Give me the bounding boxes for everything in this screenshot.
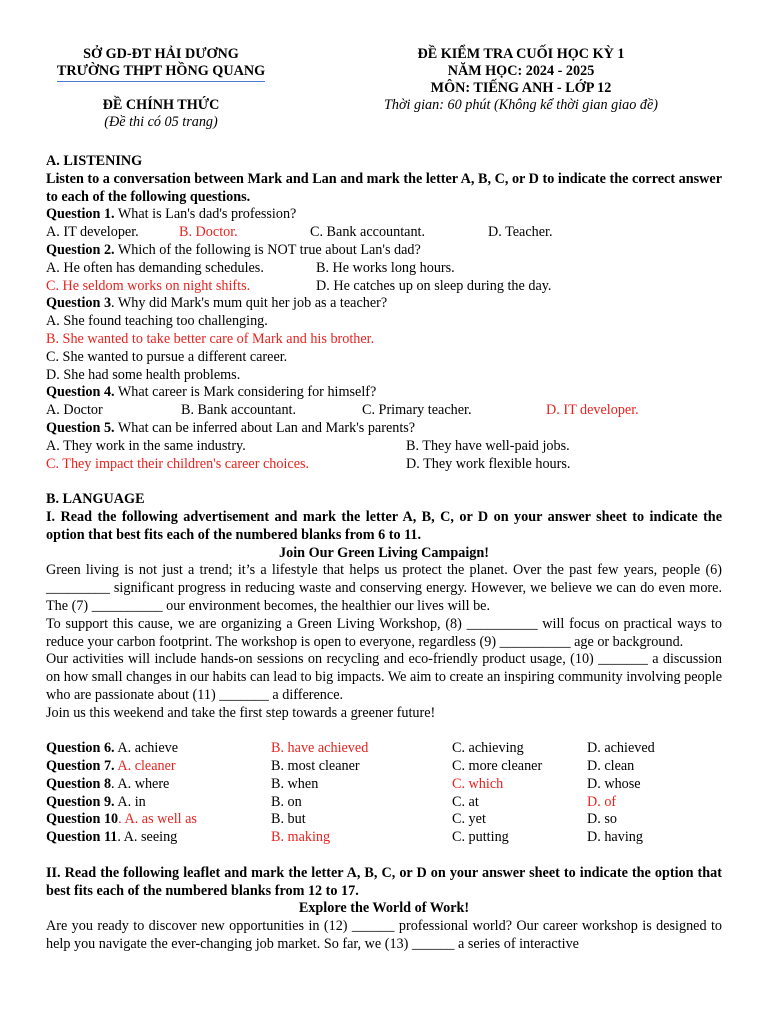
question-2-options-1: [46, 260, 722, 278]
question-label: Question 6.: [46, 740, 115, 757]
option-b: B. Bank accountant.: [181, 402, 297, 419]
option-c: C. yet: [452, 811, 486, 828]
leaflet-title: Explore the World of Work!: [298, 900, 470, 917]
option-b: B. most cleaner: [271, 758, 360, 775]
question-3: Question 3. Why did Mark's mum quit her job as a teacher?: [46, 295, 388, 312]
exam-title: ĐỀ KIỂM TRA CUỐI HỌC KỲ 1: [417, 46, 625, 62]
option-d: D. Teacher.: [488, 224, 553, 241]
option-b: B. He works long hours.: [316, 259, 455, 276]
pages-note: (Đề thi có 05 trang): [104, 114, 218, 130]
option-a: A. achieve: [114, 740, 179, 757]
option-a: A. IT developer.: [46, 224, 139, 241]
question-9-row: [46, 794, 722, 812]
question-2-options-2: [46, 278, 722, 296]
part2-instruction: II. Read the following leaflet and mark the letter A, B, C, or D on your answer sheet to indicate the option that best fits each of the numbered blanks from 12 to 17.: [46, 864, 722, 899]
official-label: ĐỀ CHÍNH THỨC: [102, 97, 220, 113]
option-d: D. He catches up on sleep during the day.: [316, 277, 552, 294]
language-heading: B. LANGUAGE: [46, 491, 145, 508]
question-label: Question 7.: [46, 758, 115, 775]
time-note: Thời gian: 60 phút (Không kể thời gian giao đề): [383, 97, 659, 113]
question-label: Question 10: [46, 811, 119, 828]
question-4: Question 4. What career is Mark considering for himself?: [46, 384, 377, 401]
option-d: D. clean: [587, 758, 635, 775]
option-b: B. but: [271, 811, 306, 828]
question-7-row: [46, 758, 722, 776]
header-right: [356, 46, 686, 114]
question-5-options-2: [46, 456, 722, 474]
option-c: C. He seldom works on night shifts.: [46, 277, 251, 294]
option-c: C. achieving: [452, 740, 524, 757]
option-a: A. in: [114, 793, 146, 810]
option-a: A. They work in the same industry.: [46, 437, 246, 454]
question-2: Question 2. Which of the following is NOT true about Lan's dad?: [46, 241, 421, 258]
leaflet-paragraph-1: Are you ready to discover new opportunities in (12) ______ professional world? Our career workshop is designed to help you navigate the ever-changing job market. So far, we (13) ______ a series of interactive: [46, 918, 722, 953]
option-b: B. Doctor.: [179, 224, 238, 241]
question-6-row: [46, 740, 722, 758]
question-4-options: [46, 402, 722, 420]
advertisement-title: Join Our Green Living Campaign!: [279, 544, 489, 561]
passage-paragraph-3: Our activities will include hands-on sessions on recycling and eco-friendly product usage, (10) _______ a discussion on how small changes in our habits can lead to big impacts. We aim to create an inspiring community involving people who are passionate about (11) _______ a difference.: [46, 651, 722, 703]
school-name: TRƯỜNG THPT HỒNG QUANG: [57, 63, 265, 82]
option-a: . A. seeing: [117, 829, 178, 846]
option-a: A. Doctor: [46, 402, 103, 419]
question-11-row: [46, 829, 722, 847]
option-c: C. which: [452, 775, 504, 792]
question-8-row: [46, 776, 722, 794]
option-a: A. She found teaching too challenging.: [46, 313, 268, 330]
option-c: C. Bank accountant.: [310, 224, 426, 241]
option-c: C. at: [452, 793, 479, 810]
option-d: D. IT developer.: [546, 402, 639, 419]
header-left: [46, 46, 276, 131]
option-d: D. They work flexible hours.: [406, 455, 571, 472]
listening-heading: A. LISTENING: [46, 153, 143, 169]
option-d: D. of: [587, 793, 617, 810]
option-b: B. They have well-paid jobs.: [406, 437, 570, 454]
subject: MÔN: TIẾNG ANH - LỚP 12: [430, 80, 612, 96]
option-b: B. She wanted to take better care of Mark and his brother.: [46, 330, 375, 347]
option-c: C. She wanted to pursue a different career.: [46, 348, 288, 365]
option-a: A. He often has demanding schedules.: [46, 259, 264, 276]
school-year: NĂM HỌC: 2024 - 2025: [447, 63, 595, 79]
option-b: B. have achieved: [271, 740, 369, 757]
option-b: B. making: [271, 829, 331, 846]
option-d: D. She had some health problems.: [46, 366, 241, 383]
question-label: Question 11: [46, 829, 118, 846]
passage-paragraph-2: To support this cause, we are organizing a Green Living Workshop, (8) __________ will focus on practical ways to reduce your carbon footprint. The workshop is open to everyone, regardless (9) __________ age or background.: [46, 615, 722, 650]
part1-instruction: I. Read the following advertisement and mark the letter A, B, C, or D on your answer sheet to indicate the option that best fits each of the numbered blanks from 6 to 11.: [46, 508, 722, 543]
question-5: Question 5. What can be inferred about Lan and Mark's parents?: [46, 419, 416, 436]
option-c: C. putting: [452, 829, 509, 846]
option-a: . A. as well as: [118, 811, 197, 828]
question-label: Question 9.: [46, 793, 115, 810]
question-5-options-1: [46, 438, 722, 456]
option-c: C. Primary teacher.: [362, 402, 472, 419]
option-d: D. achieved: [587, 740, 655, 757]
option-b: B. on: [271, 793, 302, 810]
question-1: Question 1. What is Lan's dad's profession?: [46, 206, 297, 223]
option-b: B. when: [271, 775, 319, 792]
exam-body: [46, 153, 722, 954]
option-d: D. having: [587, 829, 643, 846]
question-label: Question 8: [46, 775, 112, 792]
option-d: D. so: [587, 811, 617, 828]
listening-instruction: Listen to a conversation between Mark and Lan and mark the letter A, B, C, or D to indicate the correct answer to each of the following questions.: [46, 170, 722, 205]
option-a: . A. where: [111, 775, 170, 792]
option-a: A. cleaner: [114, 758, 176, 775]
passage-paragraph-4: Join us this weekend and take the first step towards a greener future!: [46, 704, 436, 721]
question-10-row: [46, 811, 722, 829]
passage-paragraph-1: Green living is not just a trend; it’s a lifestyle that helps us protect the planet. Over the past few years, people (6) _________ significant progress in reducing waste and conserving energy. However, we believe we can do even more. The (7) __________ our environment becomes, the healthier our lives will be.: [46, 562, 722, 614]
department-name: SỞ GD-ĐT HẢI DƯƠNG: [83, 46, 239, 62]
option-c: C. They impact their children's career choices.: [46, 455, 310, 472]
option-c: C. more cleaner: [452, 758, 543, 775]
option-d: D. whose: [587, 775, 641, 792]
question-1-options: [46, 224, 722, 242]
